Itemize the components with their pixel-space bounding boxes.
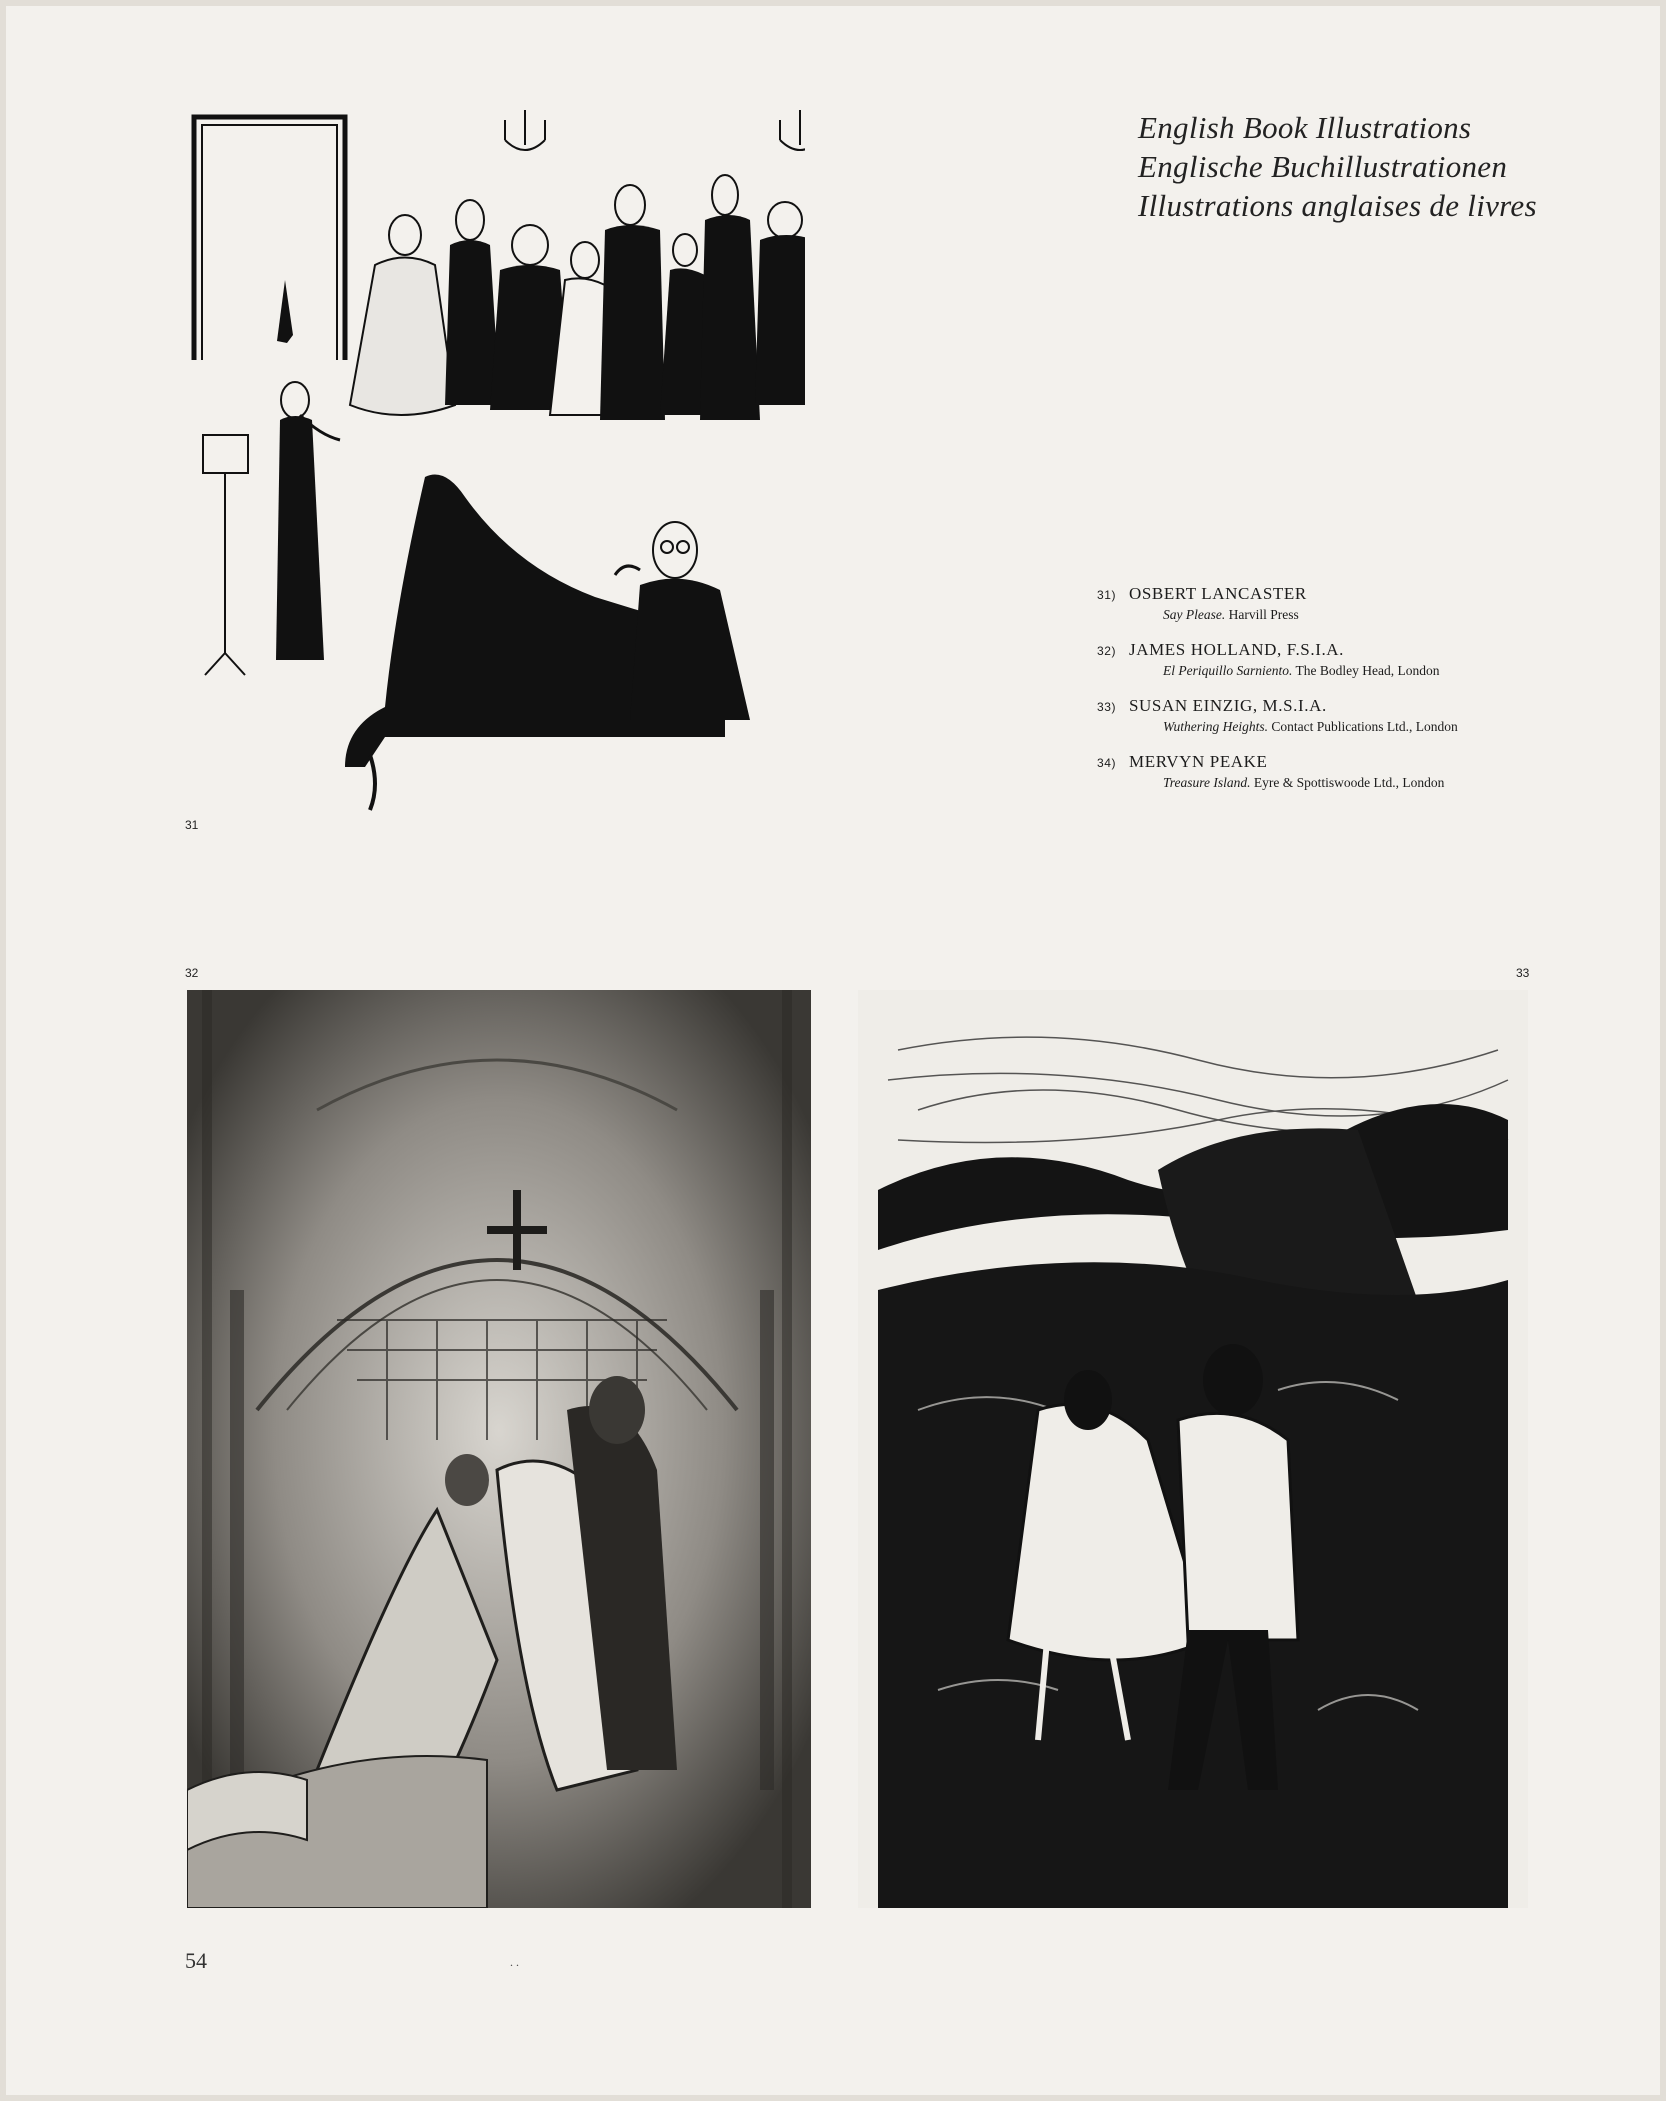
caption-publisher: Eyre & Spottiswoode Ltd., London — [1253, 775, 1445, 790]
caption-33 — [1097, 695, 1617, 736]
caption-publisher: Contact Publications Ltd., London — [1271, 719, 1458, 734]
caption-artist: SUSAN EINZIG, M.S.I.A. — [1129, 696, 1327, 715]
figure-33-illustration — [858, 990, 1528, 1908]
caption-artist: MERVYN PEAKE — [1129, 752, 1268, 771]
caption-number: 32) — [1097, 644, 1117, 658]
title-french: Illustrations anglaises de livres — [1138, 188, 1537, 223]
caption-work: Treasure Island. — [1163, 775, 1251, 790]
title-english: English Book Illustrations — [1138, 110, 1472, 145]
caption-publisher: Harvill Press — [1228, 607, 1299, 622]
caption-work: Wuthering Heights. — [1163, 719, 1268, 734]
figure-32-number: 32 — [185, 966, 199, 980]
caption-34 — [1097, 751, 1617, 792]
page-number: 54 — [185, 1948, 207, 1973]
page-title-block — [1138, 108, 1618, 225]
figure-32-illustration — [187, 990, 811, 1908]
title-german: Englische Buchillustrationen — [1138, 149, 1508, 184]
caption-31 — [1097, 583, 1617, 624]
caption-artist: JAMES HOLLAND, F.S.I.A. — [1129, 640, 1345, 659]
caption-number: 33) — [1097, 700, 1117, 714]
caption-list — [1097, 583, 1617, 807]
figure-33-number: 33 — [1516, 966, 1530, 980]
print-specks: .. — [510, 1955, 522, 1969]
figure-31-illustration — [185, 105, 805, 830]
caption-work: Say Please. — [1163, 607, 1226, 622]
figure-31-number: 31 — [185, 818, 199, 832]
caption-number: 31) — [1097, 588, 1117, 602]
caption-artist: OSBERT LANCASTER — [1129, 584, 1307, 603]
caption-work: El Periquillo Sarniento. — [1163, 663, 1293, 678]
caption-number: 34) — [1097, 756, 1117, 770]
caption-32 — [1097, 639, 1617, 680]
caption-publisher: The Bodley Head, London — [1295, 663, 1440, 678]
